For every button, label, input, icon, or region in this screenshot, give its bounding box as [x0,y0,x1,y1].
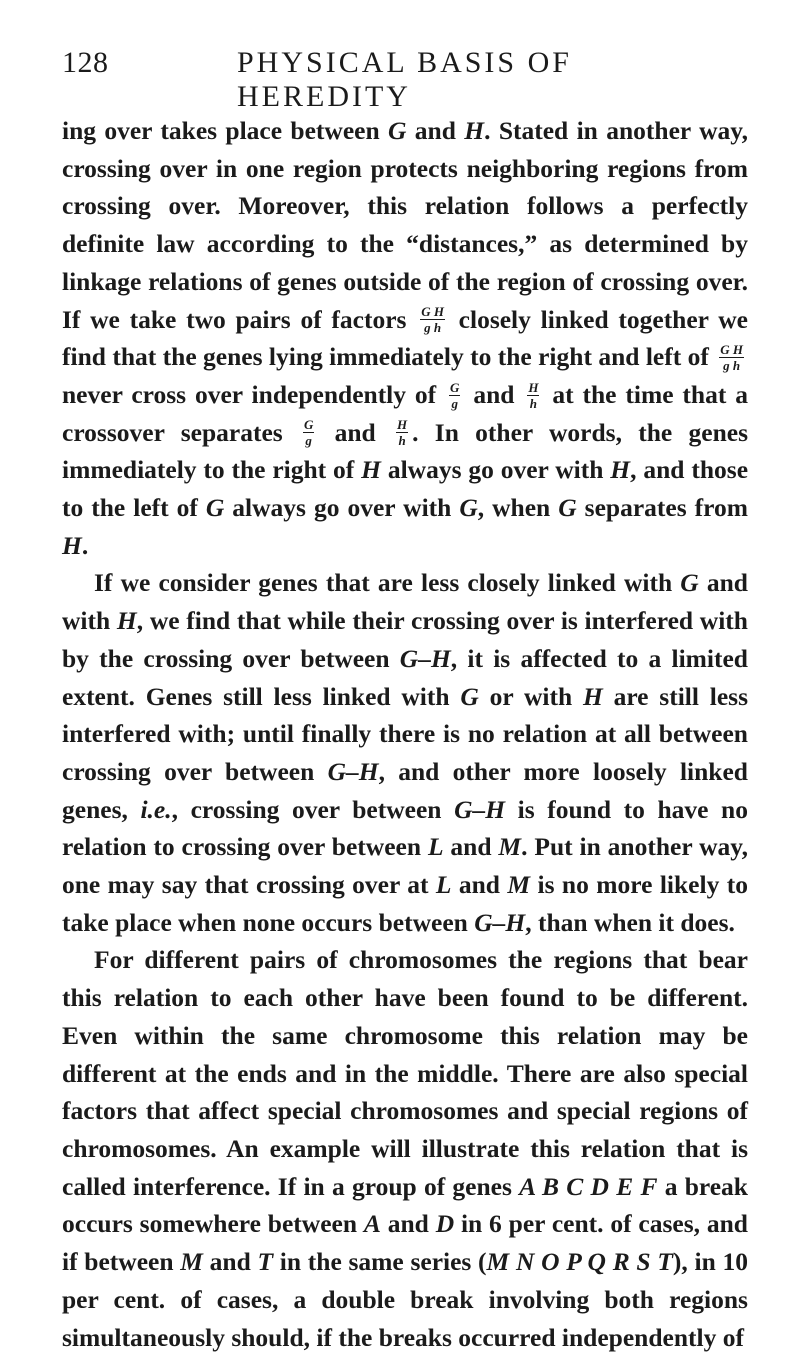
fraction-gh: $\frac{\text{G H}}{\text{g h}}$ [421,304,444,336]
fraction-h: $\frac{H}{h}$ [528,379,539,411]
fraction-gh: $\frac{\text{G H}}{\text{g h}}$ [720,341,743,373]
body-text [62,112,748,1356]
running-head: PHYSICAL BASIS OF HEREDITY [237,46,572,113]
fraction-g: $\frac{G}{g}$ [303,417,314,449]
fraction-h: $\frac{H}{h}$ [397,417,408,449]
paragraph-3: For different pairs of chromosomes the regions that bear this relation to each other have been found to be different. Even within the same chromosome this relation may be different at the ends and in the middle. There are also special factors that affect special chromosomes and special regions of chromosomes. An example will illustrate this relation that is called interference. If in a group of genes A B C D E F a break occurs somewhere between A and D in 6 per cent. of cases, and if between M and T in the same series (M N O P Q R S T), in 10 per cent. of cases, a double break involving both regions simultaneously should, if the breaks occurred independently of [62,945,748,1352]
page-header [62,46,702,113]
paragraph-2: If we consider genes that are less closely linked with G and with H, we find that while their crossing over is interfered with by the crossing over between G–H, it is affected to a limited extent. Genes still less linked with G or with H are still less interfered with; until finally there is no relation at all between crossing over between G–H, and other more loosely linked genes, i.e., crossing over between G–H is found to have no relation to crossing over between L and M. Put in another way, one may say that crossing over at L and M is no more likely to take place when none occurs between G–H, than when it does. [62,568,748,937]
paragraph-1: ing over takes place between G and H. Stated in another way, crossing over in one region protects neighboring regions from crossing over. Moreover, this relation follows a perfectly definite law according to the “distances,” as determined by linkage relations of genes outside of the region of crossing over. If we take two pairs of factors $\frac{\text{G H}}{\text{g h}}$ closely linked together we find that the genes lying immediately to the right and left of $\frac{\text{G H}}{\text{g h}}$ never cross over independently of $\frac{G}{g}$ and $\frac{H}{h}$ at the time that a crossover separates $\frac{G}{g}$ and $\frac{H}{h}$ . In other words, the genes immediately to the right of H always go over with H, and those to the left of G always go over with G, when G separates from H. [62,116,749,560]
fraction-g: $\frac{G}{g}$ [450,379,460,411]
page-number: 128 [62,46,109,79]
